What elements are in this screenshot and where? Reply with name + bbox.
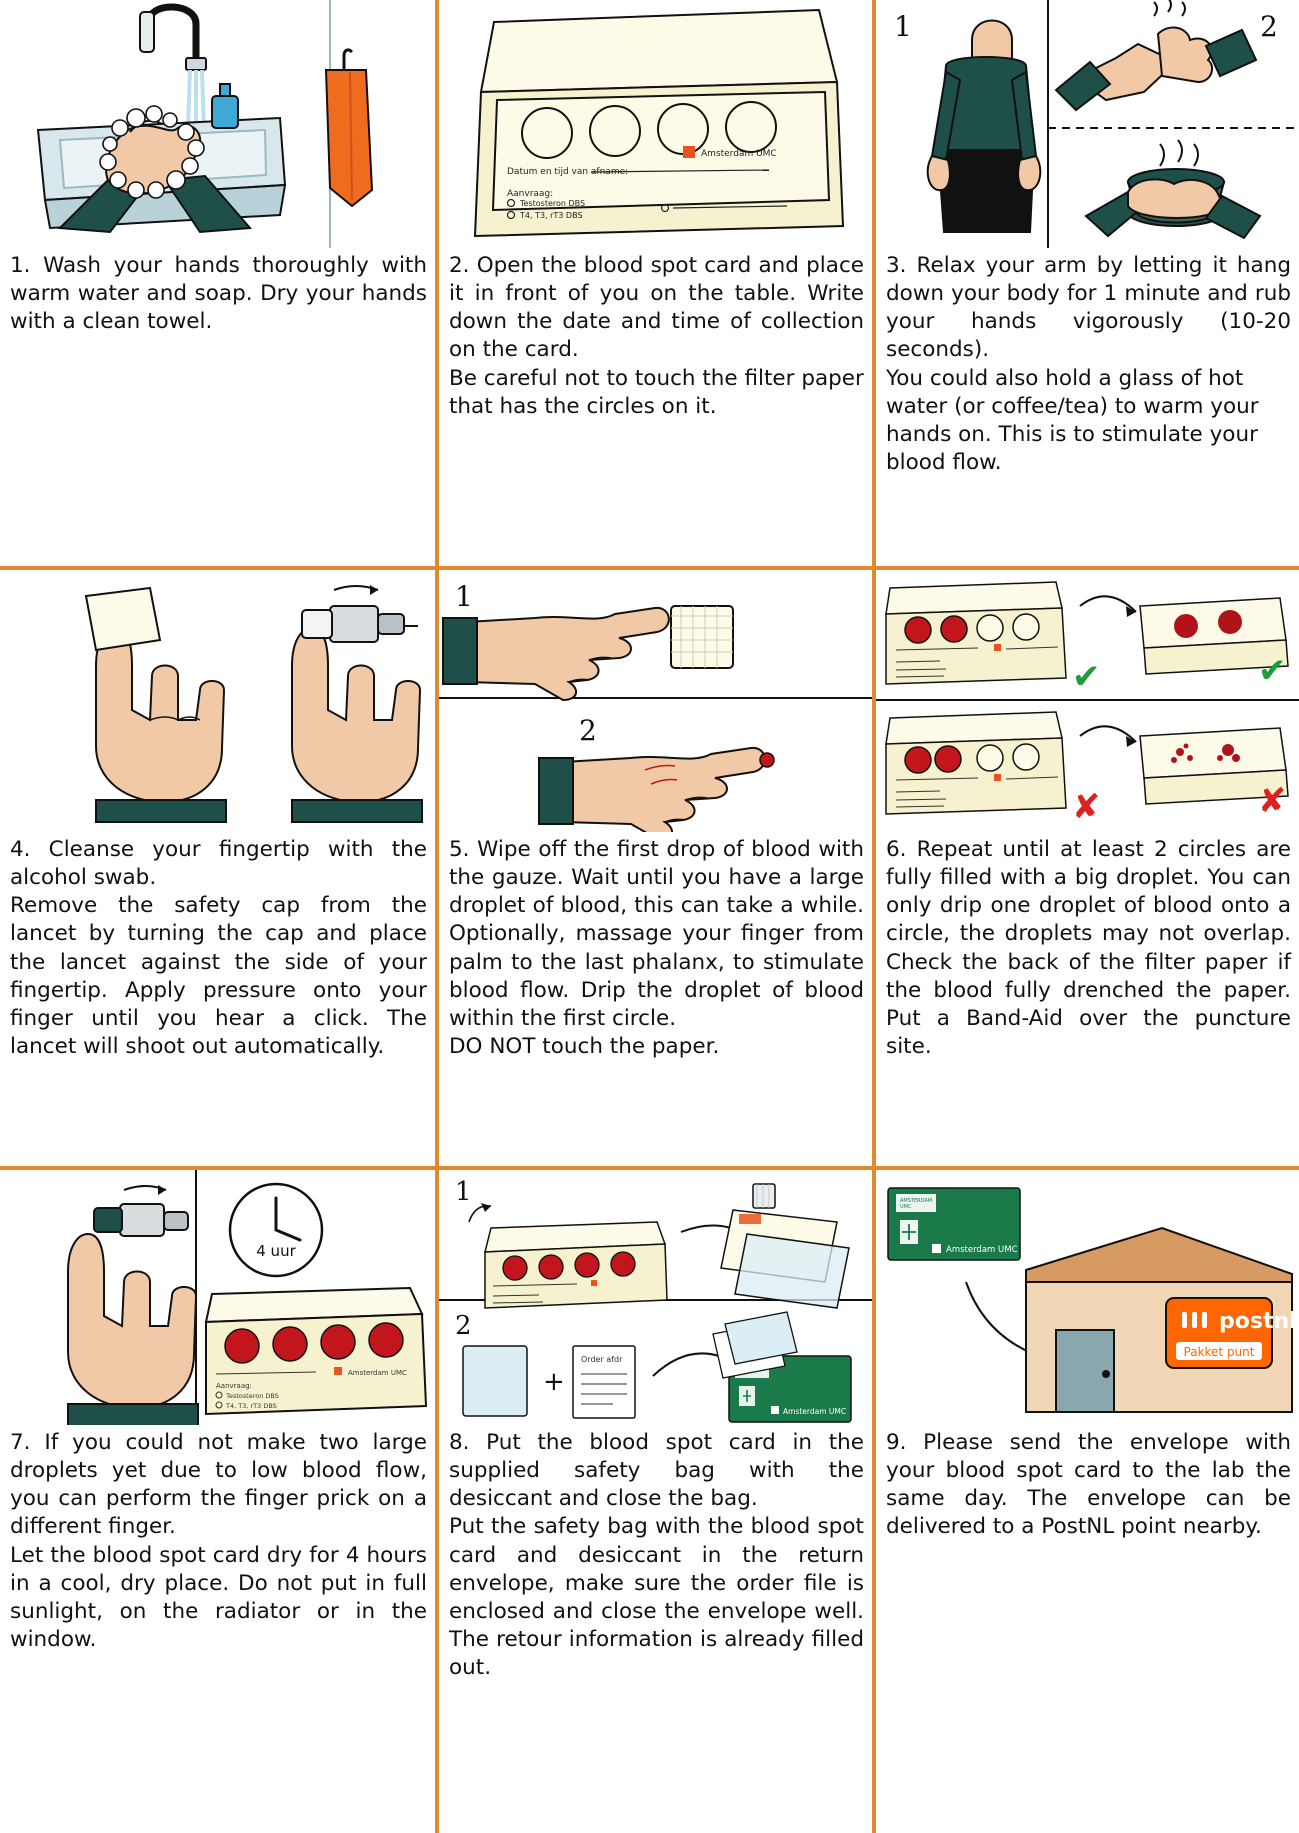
svg-text:Pakket punt: Pakket punt xyxy=(1183,1345,1255,1359)
illustration-relax-arm xyxy=(876,0,1299,248)
step-1-line-1: 1. Wash your hands thoroughly with warm water and soap. Dry your hands with a clean towel. xyxy=(10,253,427,335)
svg-text:✘: ✘ xyxy=(1072,787,1101,827)
step-3-line-2: You could also hold a glass of hot water (or coffee/tea) to warm your hands on. This is to stimulate your blood flow. xyxy=(886,365,1259,476)
illustration-fill-circles xyxy=(876,570,1299,832)
svg-text:UMC: UMC xyxy=(900,1204,912,1210)
step-panel-5 xyxy=(437,568,874,1168)
step-9-text xyxy=(876,1425,1299,1548)
svg-text:Order afdr: Order afdr xyxy=(581,1355,623,1364)
step-panel-2 xyxy=(437,0,874,568)
svg-text:Aanvraag:: Aanvraag: xyxy=(216,1382,252,1390)
step-2-text xyxy=(439,248,872,427)
step-panel-1 xyxy=(0,0,437,568)
illustration-dry-card xyxy=(0,1170,435,1425)
svg-text:AMSTERDAM: AMSTERDAM xyxy=(900,1198,933,1204)
step-panel-8 xyxy=(437,1168,874,1833)
svg-text:✔: ✔ xyxy=(1072,657,1101,697)
step-3-text xyxy=(876,248,1299,483)
svg-text:2: 2 xyxy=(579,714,597,747)
svg-text:Amsterdam UMC: Amsterdam UMC xyxy=(946,1245,1018,1255)
svg-text:+: + xyxy=(543,1367,565,1397)
svg-text:2: 2 xyxy=(1260,10,1278,43)
step-panel-9 xyxy=(874,1168,1299,1833)
svg-text:✘: ✘ xyxy=(1258,781,1287,821)
svg-text:Testosteron DBS: Testosteron DBS xyxy=(226,1392,279,1400)
svg-text:T4, T3, rT3 DBS: T4, T3, rT3 DBS xyxy=(520,211,583,220)
illustration-send-envelope xyxy=(876,1170,1299,1425)
svg-text:2: 2 xyxy=(455,1311,472,1341)
step-4-line-1: 4. Cleanse your fingertip with the alcohol swab. xyxy=(10,837,427,891)
svg-text:Amsterdam UMC: Amsterdam UMC xyxy=(348,1369,407,1377)
step-panel-6 xyxy=(874,568,1299,1168)
step-1-text xyxy=(0,248,435,342)
step-4-text xyxy=(0,832,435,1067)
illustration-open-card xyxy=(439,0,872,248)
step-panel-7 xyxy=(0,1168,437,1833)
step-8-line-2: Put the safety bag with the blood spot card and desiccant in the return envelope, make sure the order file is enclosed and close the envelope well. The retour information is already filled out. xyxy=(449,1514,864,1681)
illustration-wipe-first-drop xyxy=(439,570,872,832)
svg-text:Amsterdam UMC: Amsterdam UMC xyxy=(783,1407,847,1416)
svg-text:T4, T3, rT3 DBS: T4, T3, rT3 DBS xyxy=(226,1402,277,1410)
step-panel-3 xyxy=(874,0,1299,568)
svg-text:4 uur: 4 uur xyxy=(256,1242,296,1260)
svg-text:✔: ✔ xyxy=(1258,651,1287,691)
step-6-line-1: 6. Repeat until at least 2 circles are fully filled with a big droplet. You can only drip one droplet of blood onto a circle, the droplets may not overlap. Check the back of the filter paper if the blood fully drenched the paper. Put a Band-Aid over the puncture site. xyxy=(886,837,1291,1060)
step-4-line-2: Remove the safety cap from the lancet by turning the cap and place the lancet against the side of your fingertip. Apply pressure onto your finger until you hear a click. The lancet will shoot out automatically. xyxy=(10,893,427,1060)
illustration-cleanse-fingertip xyxy=(0,570,435,832)
svg-text:Aanvraag:: Aanvraag: xyxy=(507,189,554,199)
step-7-line-2: Let the blood spot card dry for 4 hours in a cool, dry place. Do not put in full sunlight, on the radiator or in the window. xyxy=(10,1542,427,1653)
illustration-wash-hands xyxy=(0,0,435,248)
step-8-text xyxy=(439,1425,872,1688)
svg-text:Amsterdam UMC: Amsterdam UMC xyxy=(701,149,777,159)
step-5-text xyxy=(439,832,872,1067)
step-8-line-1: 8. Put the blood spot card in the supplied safety bag with the desiccant and close the bag. xyxy=(449,1430,864,1512)
step-2-line-1: 2. Open the blood spot card and place it in front of you on the table. Write down the date and time of collection on the card. xyxy=(449,253,864,363)
step-9-line-1: 9. Please send the envelope with your blood spot card to the lab the same day. The envelope can be delivered to a PostNL point nearby. xyxy=(886,1430,1291,1540)
step-2-line-2: Be careful not to touch the filter paper that has the circles on it. xyxy=(449,365,864,419)
svg-text:1: 1 xyxy=(894,10,912,43)
step-panel-4 xyxy=(0,568,437,1168)
step-5-line-2: DO NOT touch the paper. xyxy=(449,1034,720,1060)
svg-text:1: 1 xyxy=(455,580,473,613)
step-7-text xyxy=(0,1425,435,1660)
step-3-line-1: 3. Relax your arm by letting it hang down your body for 1 minute and rub your hands vigorously (10-20 seconds). xyxy=(886,253,1291,363)
step-7-line-1: 7. If you could not make two large droplets yet due to low blood flow, you can perform the finger prick on a different finger. xyxy=(10,1430,427,1540)
illustration-pack-safety-bag xyxy=(439,1170,872,1425)
step-5-line-1: 5. Wipe off the first drop of blood with the gauze. Wait until you have a large droplet of blood, this can take a while. Optionally, massage your finger from palm to the last phalanx, to stimulate blood flow. Drip the droplet of blood within the first circle. xyxy=(449,837,864,1031)
svg-text:1: 1 xyxy=(455,1177,472,1207)
svg-text:postnl: postnl xyxy=(1219,1309,1297,1334)
step-6-text xyxy=(876,832,1299,1067)
svg-text:Testosteron DBS: Testosteron DBS xyxy=(520,199,586,208)
svg-text:Datum en tijd van afname:: Datum en tijd van afname: xyxy=(507,167,629,177)
